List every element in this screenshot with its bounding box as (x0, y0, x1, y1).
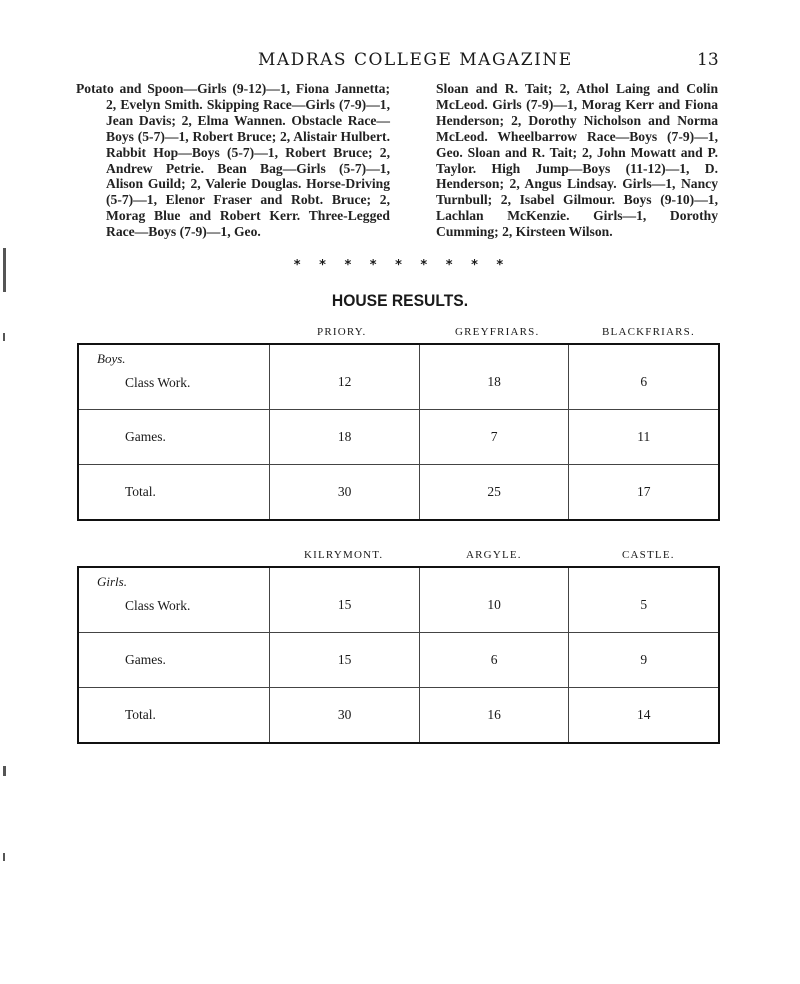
row-label: Total. (125, 484, 156, 499)
table-cell: 14 (569, 688, 719, 744)
row-label: Games. (125, 429, 166, 444)
row-label: Class Work. (125, 375, 191, 390)
table-row (78, 567, 719, 633)
table-cell: 9 (569, 633, 719, 688)
table-cell: 30 (270, 465, 420, 521)
row-label: Total. (125, 707, 156, 722)
article-right-column (436, 81, 718, 240)
table-cell: 18 (270, 410, 420, 465)
girls-results-table (77, 566, 720, 744)
scan-mark (3, 766, 6, 776)
table-row (78, 633, 719, 688)
house-blackfriars-heading: BLACKFRIARS. (602, 326, 695, 338)
row-label: Class Work. (125, 598, 191, 613)
magazine-title: MADRAS COLLEGE MAGAZINE (258, 50, 573, 70)
page-number: 13 (697, 50, 719, 70)
table-cell: 11 (569, 410, 719, 465)
table-row (78, 410, 719, 465)
table-row (78, 344, 719, 410)
row-label: Games. (125, 652, 166, 667)
section-divider: * * * * * * * * * (293, 258, 511, 273)
house-greyfriars-heading: GREYFRIARS. (455, 326, 540, 338)
house-results-title: HOUSE RESULTS. (331, 291, 469, 310)
group-label-boys: Boys. (97, 351, 126, 366)
scan-mark (3, 248, 6, 292)
table-cell: 6 (569, 344, 719, 410)
boys-results-table (77, 343, 720, 521)
table-cell: 5 (569, 567, 719, 633)
table-cell: 7 (419, 410, 569, 465)
table-row (78, 465, 719, 521)
table-cell: 30 (270, 688, 420, 744)
house-priory-heading: PRIORY. (317, 326, 367, 338)
table-cell: 10 (419, 567, 569, 633)
table-cell: 15 (270, 633, 420, 688)
left-column-paragraph: Potato and Spoon—Girls (9-12)—1, Fiona Jannetta; 2, Evelyn Smith. Skipping Race—Girls (7-9)—1, Jean Davis; 2, Elma Wannen. Obstacle Race—Boys (5-7)—1, Robert Bruce; 2, Alistair Hulbert. Rabbit Hop—Boys (5-7)—1, Robert Bruce; 2, Andrew Petrie. Bean Bag—Girls (5-7)—1, Alison Guild; 2, Valerie Douglas. Horse-Driving (5-7)—1, Elenor Fraser and Robt. Bruce; 2, Morag Blue and Robert Kerr. Three-Legged Race—Boys (7-9)—1, Geo. (76, 81, 390, 240)
table-cell: 12 (270, 344, 420, 410)
right-column-paragraph: Sloan and R. Tait; 2, Athol Laing and Colin McLeod. Girls (7-9)—1, Morag Kerr and Fiona Henderson; 2, Dorothy Nicholson and Norma McLeod. Wheelbarrow Race—Boys (7-9)—1, Geo. Sloan and R. Tait; 2, John Mowatt and P. Taylor. High Jump—Boys (11-12)—1, D. Henderson; 2, Angus Lindsay. Girls—1, Nancy Turnbull; 2, Isabel Gilmour. Boys (9-10)—1, Lachlan McKenzie. Girls—1, Dorothy Cumming; 2, Kirsteen Wilson. (436, 81, 718, 240)
table-cell: 15 (270, 567, 420, 633)
group-label-girls: Girls. (97, 574, 127, 589)
house-argyle-heading: ARGYLE. (466, 549, 522, 561)
page-header (0, 50, 800, 74)
table-cell: 17 (569, 465, 719, 521)
article-left-column (76, 81, 390, 240)
table-cell: 18 (419, 344, 569, 410)
table-cell: 16 (419, 688, 569, 744)
scan-mark (3, 333, 5, 341)
table-cell: 6 (419, 633, 569, 688)
scan-mark (3, 853, 5, 861)
house-kilrymont-heading: KILRYMONT. (304, 549, 384, 561)
table-row (78, 688, 719, 744)
table-cell: 25 (419, 465, 569, 521)
house-castle-heading: CASTLE. (622, 549, 675, 561)
